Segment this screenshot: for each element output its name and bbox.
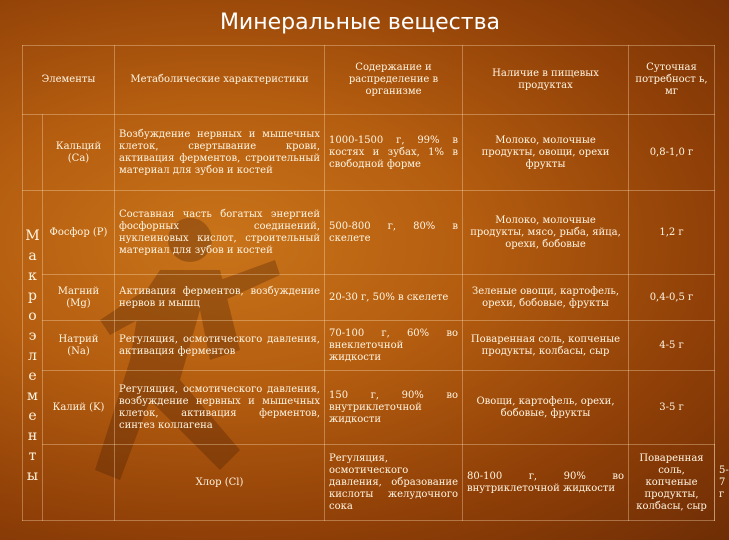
side-letter: н (27, 427, 38, 444)
cell-element: Хлор (Cl) (115, 445, 325, 521)
cell-spacer (43, 445, 115, 521)
cell-content: 20-30 г, 50% в скелете (325, 275, 463, 321)
cell-spacer (23, 115, 43, 191)
cell-metabolic: Регуляция, осмотического давления, образование кислоты желудочного сока (325, 445, 463, 521)
header-content: Содержание и распределение в организме (325, 46, 463, 115)
header-metabolic: Метаболические характеристики (115, 46, 325, 115)
cell-food: Поваренная соль, копченые продукты, колбасы, сыр (629, 445, 715, 521)
table-row (23, 191, 715, 275)
cell-content: 70-100 г, 60% во внеклеточной жидкости (325, 321, 463, 371)
side-letter: л (28, 347, 37, 364)
table-row (23, 275, 715, 321)
cell-food: Молоко, молочные продукты, мясо, рыба, яйца, орехи, бобовые (463, 191, 629, 275)
cell-daily: 1,2 г (629, 191, 715, 275)
cell-metabolic: Активация ферментов, возбуждение нервов и мышц (115, 275, 325, 321)
cell-content: 500-800 г, 80% в скелете (325, 191, 463, 275)
cell-daily: 0,4-0,5 г (629, 275, 715, 321)
cell-metabolic: Регуляция, осмотического давления, возбуждение нервных и мышечных клеток, активация ферментов, синтез коллагена (115, 371, 325, 445)
side-letter: р (28, 287, 37, 304)
side-letter: е (28, 367, 37, 384)
cell-element: Натрий (Na) (43, 321, 115, 371)
cell-daily: 0,8-1,0 г (629, 115, 715, 191)
header-element: Элементы (23, 46, 115, 115)
cell-food: Зеленые овощи, картофель, орехи, бобовые, фрукты (463, 275, 629, 321)
header-row (23, 46, 715, 115)
header-daily: Суточная потребност ь, мг (629, 46, 715, 115)
table-row: Хлор (Cl) Регуляция, осмотического давления, образование кислоты желудочного сока 80-100 г, 90% во внутриклеточной жидкости Поваренная соль, копченые продукты, колбасы, сыр 5-7 г (23, 445, 715, 521)
side-letter: о (28, 307, 37, 324)
cell-metabolic: Возбуждение нервных и мышечных клеток, свертывание крови, активация ферментов, строительный материал для зубов и костей (115, 115, 325, 191)
table-row (23, 115, 715, 191)
side-letter: е (28, 407, 37, 424)
cell-element: Калий (K) (43, 371, 115, 445)
side-letter: к (28, 267, 37, 284)
minerals-table (22, 45, 729, 521)
side-letter: М (25, 227, 40, 244)
cell-element: Фосфор (P) (43, 191, 115, 275)
side-letter: т (28, 447, 37, 464)
cell-content: 150 г, 90% во внутриклеточной жидкости (325, 371, 463, 445)
side-letter: ы (26, 467, 39, 484)
header-food: Наличие в пищевых продуктах (463, 46, 629, 115)
cell-metabolic: Регуляция, осмотического давления, активация ферментов (115, 321, 325, 371)
cell-food: Поваренная соль, копченые продукты, колбасы, сыр (463, 321, 629, 371)
cell-metabolic: Составная часть богатых энергией фосфорных соединений, нуклеиновых кислот, строительный материал для зубов и костей (115, 191, 325, 275)
cell-content: 80-100 г, 90% во внутриклеточной жидкости (463, 445, 629, 521)
cell-element: Магний (Mg) (43, 275, 115, 321)
side-label-macroelements (23, 191, 43, 521)
side-letter: м (27, 387, 38, 404)
page-title: Минеральные вещества (219, 10, 501, 35)
cell-food: Овощи, картофель, орехи, бобовые, фрукты (463, 371, 629, 445)
cell-daily: 4-5 г (629, 321, 715, 371)
table-row (23, 371, 715, 445)
side-letter: э (28, 327, 37, 344)
side-letter: а (28, 247, 37, 264)
cell-daily: 3-5 г (629, 371, 715, 445)
cell-content: 1000-1500 г, 99% в костях и зубах, 1% в свободной форме (325, 115, 463, 191)
cell-food: Молоко, молочные продукты, овощи, орехи фрукты (463, 115, 629, 191)
table-row (23, 321, 715, 371)
cell-element: Кальций (Ca) (43, 115, 115, 191)
